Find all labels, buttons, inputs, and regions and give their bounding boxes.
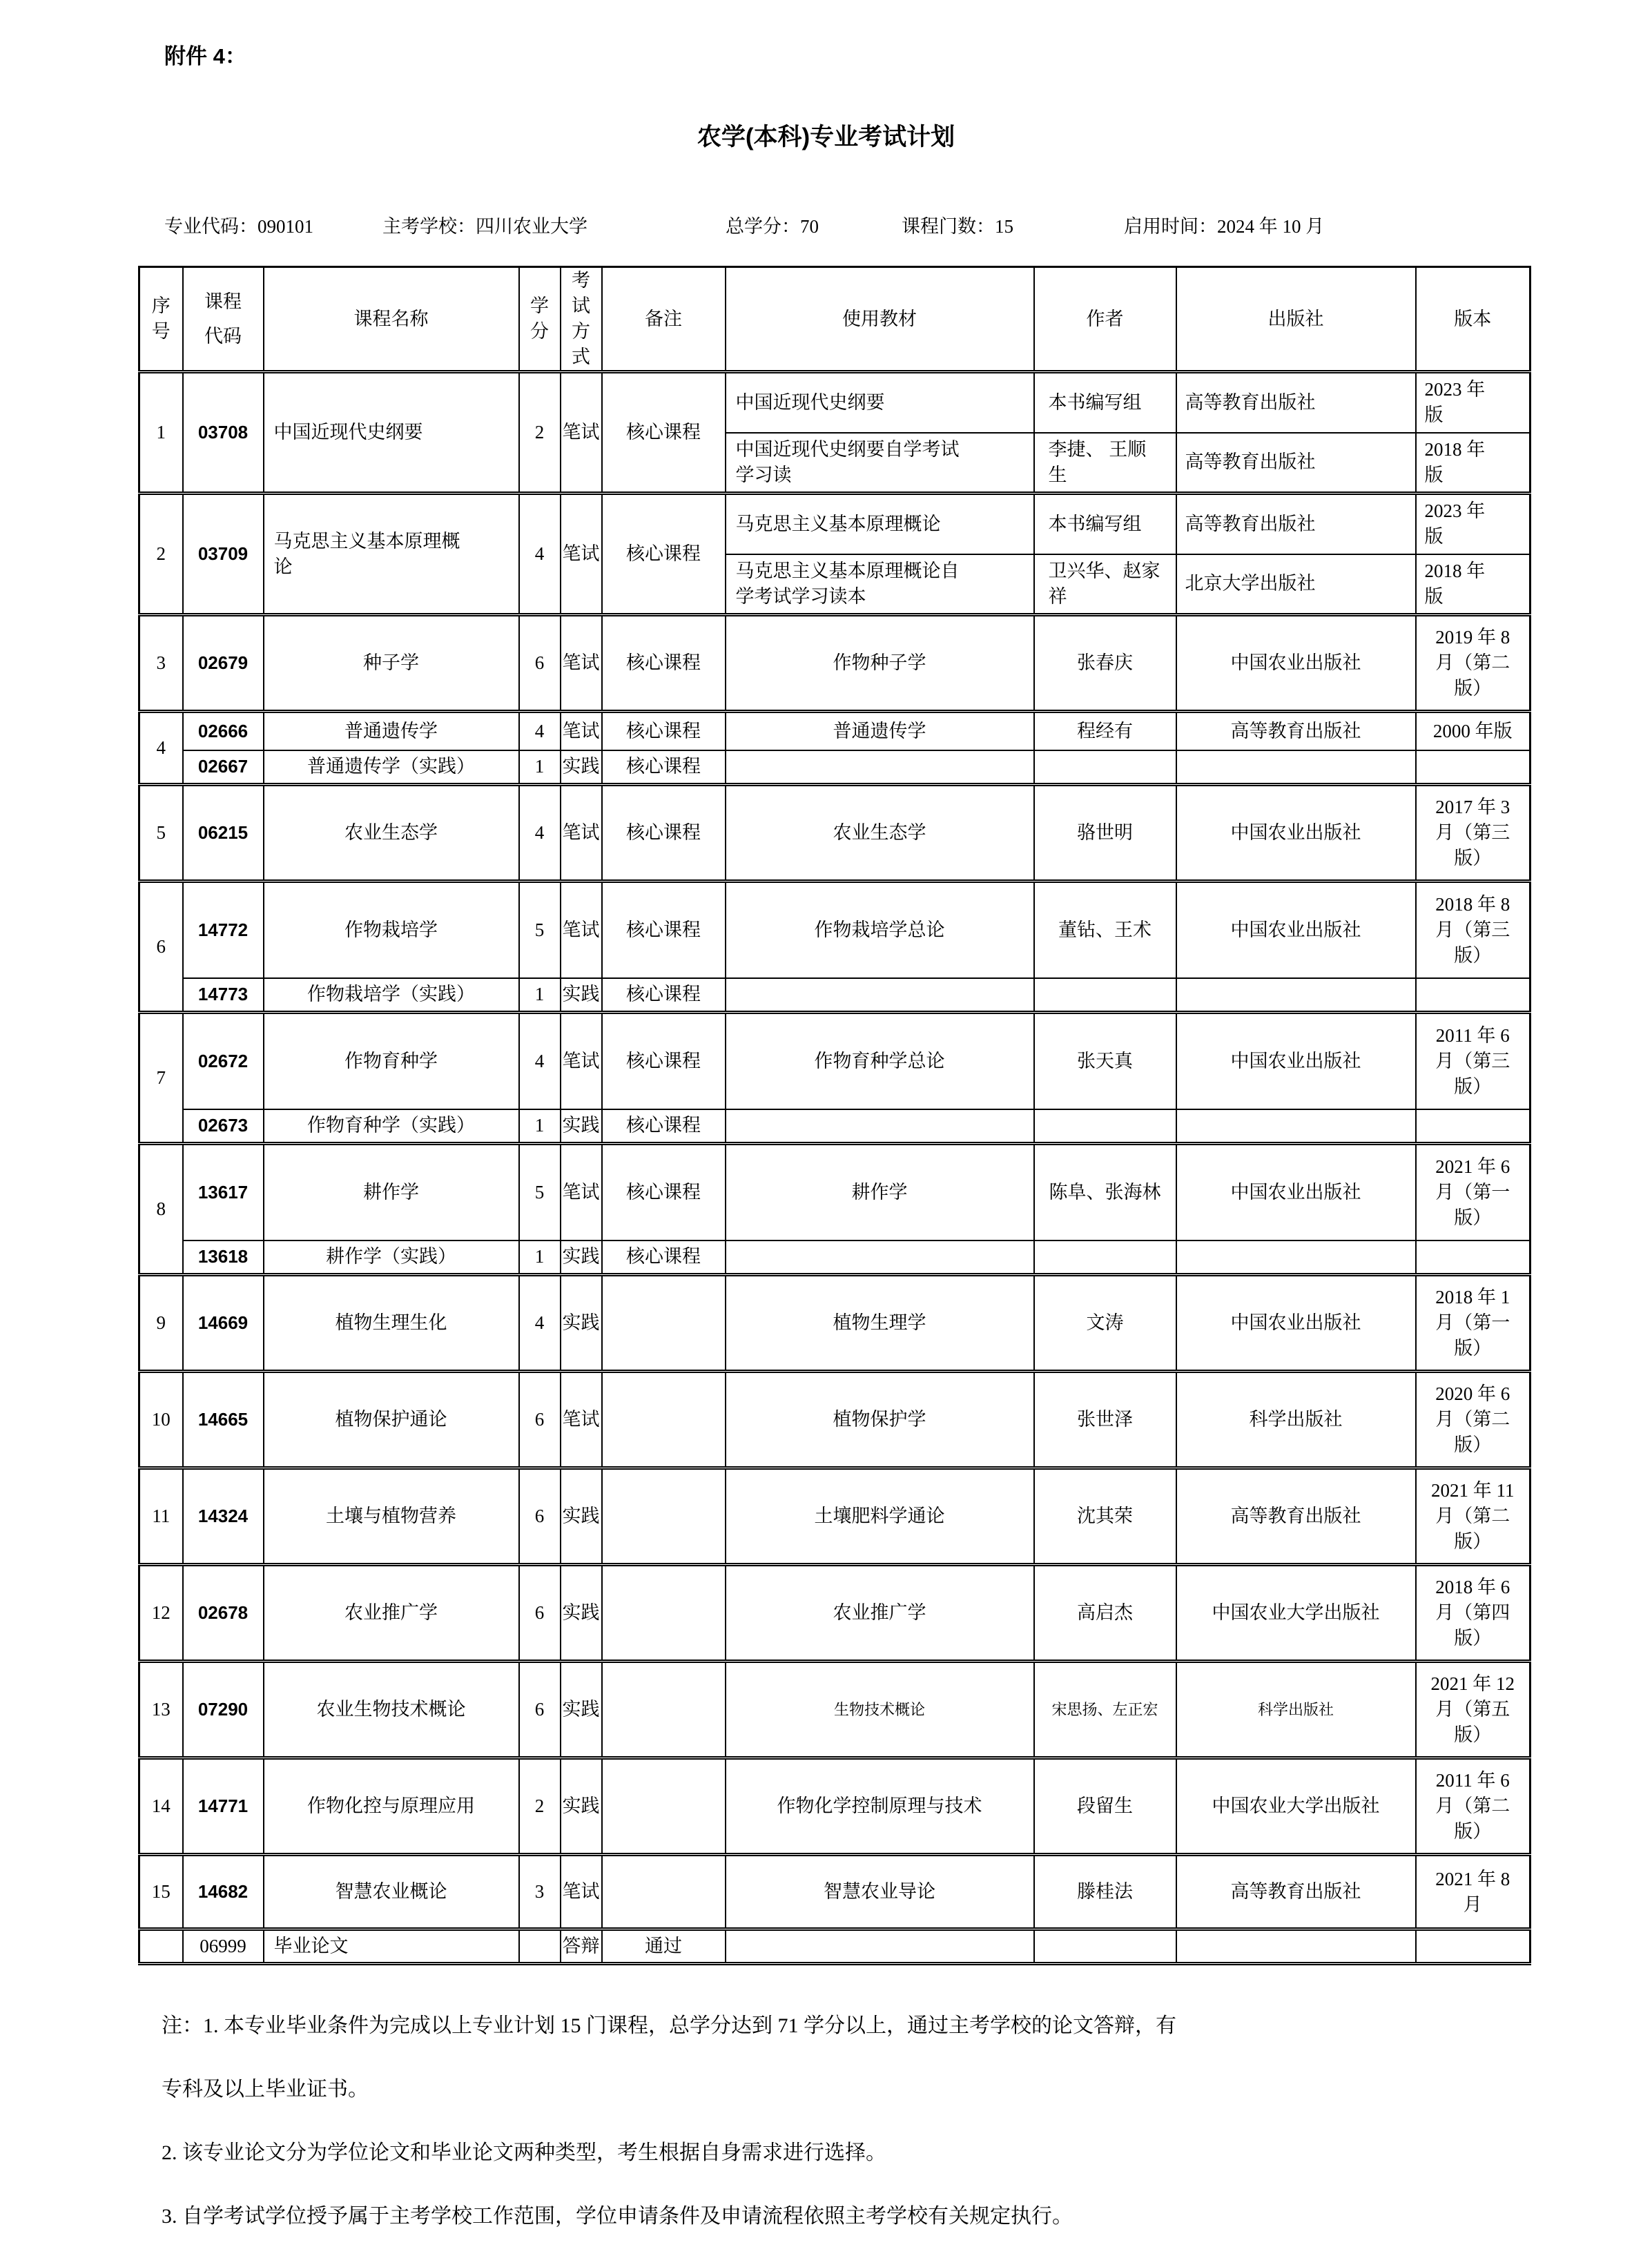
exam-mode-cell: 实践 xyxy=(561,978,602,1013)
publisher-cell xyxy=(1176,1109,1416,1144)
seq-cell: 13 xyxy=(139,1662,183,1758)
meta-item-4: 启用时间：2024 年 10 月 xyxy=(1124,216,1325,237)
note-cell: 核心课程 xyxy=(602,1240,726,1275)
credit-cell: 3 xyxy=(519,1855,561,1929)
author-cell: 陈阜、张海林 xyxy=(1034,1144,1176,1240)
textbook-cell: 普通遗传学 xyxy=(726,712,1034,750)
author-cell xyxy=(1034,1929,1176,1964)
note-cell: 核心课程 xyxy=(602,882,726,978)
course-name-cell: 植物生理生化 xyxy=(264,1275,519,1372)
credit-cell: 1 xyxy=(519,1109,561,1144)
note-cell: 核心课程 xyxy=(602,1109,726,1144)
table-row xyxy=(139,750,1530,785)
course-name-cell: 耕作学 xyxy=(264,1144,519,1240)
exam-mode-cell: 实践 xyxy=(561,1468,602,1565)
seq-cell: 5 xyxy=(139,785,183,882)
textbook-cell: 植物保护学 xyxy=(726,1372,1034,1468)
edition-cell: 2023 年版 xyxy=(1416,372,1530,433)
exam-mode-cell: 笔试 xyxy=(561,1144,602,1240)
note-cell: 核心课程 xyxy=(602,712,726,750)
publisher-cell: 高等教育出版社 xyxy=(1176,372,1416,433)
textbook-cell: 中国近现代史纲要自学考试学习读 xyxy=(726,433,1034,494)
publisher-cell: 科学出版社 xyxy=(1176,1662,1416,1758)
meta-item-3: 课程门数：15 xyxy=(902,216,1013,237)
exam-mode-cell: 实践 xyxy=(561,1758,602,1855)
credit-cell xyxy=(519,1929,561,1964)
course-name-cell: 中国近现代史纲要 xyxy=(264,372,519,494)
course-code-cell: 13617 xyxy=(183,1144,264,1240)
header-code: 课程 代码 xyxy=(183,267,264,372)
table-row xyxy=(139,712,1530,750)
course-code-cell: 02667 xyxy=(183,750,264,785)
textbook-cell: 生物技术概论 xyxy=(726,1662,1034,1758)
table-row xyxy=(139,1144,1530,1240)
course-code-cell: 02678 xyxy=(183,1565,264,1662)
note-cell: 核心课程 xyxy=(602,1144,726,1240)
meta-item-0: 专业代码：090101 xyxy=(164,216,313,237)
seq-cell: 3 xyxy=(139,615,183,712)
course-name-cell: 农业生物技术概论 xyxy=(264,1662,519,1758)
exam-mode-cell: 实践 xyxy=(561,1275,602,1372)
author-cell xyxy=(1034,750,1176,785)
edition-cell: 2018 年 8 月（第三版） xyxy=(1416,882,1530,978)
table-row xyxy=(139,1275,1530,1372)
publisher-cell: 中国农业出版社 xyxy=(1176,615,1416,712)
author-cell: 李捷、 王顺生 xyxy=(1034,433,1176,494)
author-cell: 骆世明 xyxy=(1034,785,1176,882)
header-seq: 序 号 xyxy=(139,267,183,372)
note-cell: 核心课程 xyxy=(602,785,726,882)
seq-cell xyxy=(139,1929,183,1964)
exam-mode-cell: 笔试 xyxy=(561,1855,602,1929)
exam-mode-cell: 笔试 xyxy=(561,1013,602,1109)
author-cell: 张世泽 xyxy=(1034,1372,1176,1468)
exam-mode-cell: 笔试 xyxy=(561,785,602,882)
credit-cell: 1 xyxy=(519,750,561,785)
credit-cell: 4 xyxy=(519,1275,561,1372)
author-cell: 沈其荣 xyxy=(1034,1468,1176,1565)
edition-cell: 2018 年 1 月（第一版） xyxy=(1416,1275,1530,1372)
seq-cell: 6 xyxy=(139,882,183,1013)
textbook-cell: 中国近现代史纲要 xyxy=(726,372,1034,433)
course-name-cell: 作物育种学 xyxy=(264,1013,519,1109)
edition-cell: 2021 年 12 月（第五版） xyxy=(1416,1662,1530,1758)
textbook-cell: 农业推广学 xyxy=(726,1565,1034,1662)
textbook-cell: 作物种子学 xyxy=(726,615,1034,712)
credit-cell: 6 xyxy=(519,1662,561,1758)
publisher-cell xyxy=(1176,1929,1416,1964)
table-row xyxy=(139,1372,1530,1468)
textbook-cell: 作物栽培学总论 xyxy=(726,882,1034,978)
note-line-3: 2. 该专业论文分为学位论文和毕业论文两种类型，考生根据自身需求进行选择。 xyxy=(162,2141,886,2164)
author-cell: 宋思扬、左正宏 xyxy=(1034,1662,1176,1758)
seq-cell: 11 xyxy=(139,1468,183,1565)
note-cell: 核心课程 xyxy=(602,978,726,1013)
publisher-cell: 高等教育出版社 xyxy=(1176,1855,1416,1929)
table-row xyxy=(139,1013,1530,1109)
header-exam: 考试 方式 xyxy=(561,267,602,372)
seq-cell: 7 xyxy=(139,1013,183,1144)
meta-item-2: 总学分：70 xyxy=(726,216,819,237)
page-title: 农学(本科)专业考试计划 xyxy=(697,124,955,150)
course-name-cell: 农业推广学 xyxy=(264,1565,519,1662)
note-cell xyxy=(602,1758,726,1855)
edition-cell xyxy=(1416,1240,1530,1275)
publisher-cell xyxy=(1176,978,1416,1013)
table-row xyxy=(139,1662,1530,1758)
textbook-cell xyxy=(726,750,1034,785)
author-cell: 文涛 xyxy=(1034,1275,1176,1372)
course-code-cell: 14772 xyxy=(183,882,264,978)
note-cell: 核心课程 xyxy=(602,1013,726,1109)
header-author: 作者 xyxy=(1034,267,1176,372)
exam-mode-cell: 笔试 xyxy=(561,615,602,712)
note-cell xyxy=(602,1468,726,1565)
header-publisher: 出版社 xyxy=(1176,267,1416,372)
edition-cell: 2018 年版 xyxy=(1416,554,1530,615)
exam-mode-cell: 实践 xyxy=(561,1565,602,1662)
note-cell xyxy=(602,1372,726,1468)
meta-row xyxy=(164,215,1652,238)
author-cell: 董钻、王术 xyxy=(1034,882,1176,978)
course-name-cell: 作物育种学（实践） xyxy=(264,1109,519,1144)
textbook-cell: 马克思主义基本原理概论 xyxy=(726,494,1034,554)
edition-cell: 2011 年 6 月（第三版） xyxy=(1416,1013,1530,1109)
note-cell xyxy=(602,1855,726,1929)
exam-mode-cell: 笔试 xyxy=(561,1372,602,1468)
seq-cell: 8 xyxy=(139,1144,183,1275)
course-name-cell: 土壤与植物营养 xyxy=(264,1468,519,1565)
course-code-cell: 14665 xyxy=(183,1372,264,1468)
attachment-label: 附件 4： xyxy=(164,44,246,68)
table-row xyxy=(139,1468,1530,1565)
note-cell: 核心课程 xyxy=(602,615,726,712)
author-cell: 滕桂法 xyxy=(1034,1855,1176,1929)
edition-cell: 2017 年 3 月（第三版） xyxy=(1416,785,1530,882)
exam-mode-cell: 答辩 xyxy=(561,1929,602,1964)
meta-item-1: 主考学校：四川农业大学 xyxy=(382,216,587,237)
table-row xyxy=(139,1565,1530,1662)
seq-cell: 15 xyxy=(139,1855,183,1929)
edition-cell: 2021 年 6 月（第一版） xyxy=(1416,1144,1530,1240)
publisher-cell: 中国农业出版社 xyxy=(1176,785,1416,882)
note-cell: 核心课程 xyxy=(602,750,726,785)
course-code-cell: 14324 xyxy=(183,1468,264,1565)
author-cell xyxy=(1034,978,1176,1013)
course-code-cell: 02679 xyxy=(183,615,264,712)
note-line-1: 注：1. 本专业毕业条件为完成以上专业计划 15 门课程，总学分达到 71 学分以上，通过主考学校的论文答辩，有 xyxy=(162,2014,1176,2037)
note-cell xyxy=(602,1565,726,1662)
publisher-cell: 高等教育出版社 xyxy=(1176,433,1416,494)
course-code-cell: 13618 xyxy=(183,1240,264,1275)
note-cell: 核心课程 xyxy=(602,494,726,615)
credit-cell: 1 xyxy=(519,1240,561,1275)
credit-cell: 4 xyxy=(519,1013,561,1109)
table-row xyxy=(139,1929,1530,1964)
publisher-cell: 中国农业大学出版社 xyxy=(1176,1758,1416,1855)
textbook-cell: 耕作学 xyxy=(726,1144,1034,1240)
publisher-cell: 高等教育出版社 xyxy=(1176,494,1416,554)
table-row xyxy=(139,882,1530,978)
publisher-cell: 高等教育出版社 xyxy=(1176,712,1416,750)
credit-cell: 1 xyxy=(519,978,561,1013)
author-cell xyxy=(1034,1240,1176,1275)
publisher-cell: 中国农业大学出版社 xyxy=(1176,1565,1416,1662)
seq-cell: 14 xyxy=(139,1758,183,1855)
edition-cell: 2021 年 8 月 xyxy=(1416,1855,1530,1929)
author-cell: 张天真 xyxy=(1034,1013,1176,1109)
textbook-cell: 作物化学控制原理与技术 xyxy=(726,1758,1034,1855)
author-cell: 卫兴华、赵家祥 xyxy=(1034,554,1176,615)
publisher-cell: 科学出版社 xyxy=(1176,1372,1416,1468)
course-code-cell: 06999 xyxy=(183,1929,264,1964)
table-row xyxy=(139,494,1530,554)
exam-mode-cell: 实践 xyxy=(561,750,602,785)
edition-cell: 2019 年 8 月（第二版） xyxy=(1416,615,1530,712)
table-header xyxy=(139,267,1530,372)
table-row xyxy=(139,978,1530,1013)
credit-cell: 6 xyxy=(519,1468,561,1565)
publisher-cell: 中国农业出版社 xyxy=(1176,882,1416,978)
edition-cell xyxy=(1416,1109,1530,1144)
edition-cell: 2011 年 6 月（第二版） xyxy=(1416,1758,1530,1855)
credit-cell: 6 xyxy=(519,615,561,712)
course-name-cell: 作物栽培学 xyxy=(264,882,519,978)
course-code-cell: 14669 xyxy=(183,1275,264,1372)
seq-cell: 9 xyxy=(139,1275,183,1372)
exam-plan-table xyxy=(138,266,1531,1965)
textbook-cell xyxy=(726,1240,1034,1275)
seq-cell: 10 xyxy=(139,1372,183,1468)
publisher-cell xyxy=(1176,1240,1416,1275)
header-book: 使用教材 xyxy=(726,267,1034,372)
textbook-cell xyxy=(726,978,1034,1013)
course-code-cell: 14773 xyxy=(183,978,264,1013)
credit-cell: 4 xyxy=(519,712,561,750)
course-code-cell: 14771 xyxy=(183,1758,264,1855)
note-line-2: 专科及以上毕业证书。 xyxy=(162,2078,369,2101)
course-name-cell: 普通遗传学 xyxy=(264,712,519,750)
course-code-cell: 02673 xyxy=(183,1109,264,1144)
table-row xyxy=(139,372,1530,433)
author-cell: 段留生 xyxy=(1034,1758,1176,1855)
edition-cell: 2021 年 11 月（第二版） xyxy=(1416,1468,1530,1565)
table-body xyxy=(139,372,1530,1964)
course-name-cell: 作物栽培学（实践） xyxy=(264,978,519,1013)
edition-cell: 2020 年 6 月（第二版） xyxy=(1416,1372,1530,1468)
credit-cell: 5 xyxy=(519,1144,561,1240)
exam-mode-cell: 实践 xyxy=(561,1240,602,1275)
edition-cell: 2023 年版 xyxy=(1416,494,1530,554)
seq-cell: 2 xyxy=(139,494,183,615)
textbook-cell xyxy=(726,1109,1034,1144)
exam-mode-cell: 实践 xyxy=(561,1662,602,1758)
course-name-cell: 耕作学（实践） xyxy=(264,1240,519,1275)
seq-cell: 12 xyxy=(139,1565,183,1662)
course-code-cell: 02666 xyxy=(183,712,264,750)
course-name-cell: 智慧农业概论 xyxy=(264,1855,519,1929)
publisher-cell: 中国农业出版社 xyxy=(1176,1144,1416,1240)
note-cell: 通过 xyxy=(602,1929,726,1964)
edition-cell: 2000 年版 xyxy=(1416,712,1530,750)
course-code-cell: 03708 xyxy=(183,372,264,494)
textbook-cell: 植物生理学 xyxy=(726,1275,1034,1372)
table-row xyxy=(139,785,1530,882)
table-row xyxy=(139,1855,1530,1929)
credit-cell: 4 xyxy=(519,785,561,882)
credit-cell: 2 xyxy=(519,372,561,494)
exam-mode-cell: 实践 xyxy=(561,1109,602,1144)
publisher-cell: 高等教育出版社 xyxy=(1176,1468,1416,1565)
header-edition: 版本 xyxy=(1416,267,1530,372)
course-name-cell: 农业生态学 xyxy=(264,785,519,882)
exam-mode-cell: 笔试 xyxy=(561,494,602,615)
header-credit: 学 分 xyxy=(519,267,561,372)
textbook-cell: 土壤肥料学通论 xyxy=(726,1468,1034,1565)
course-name-cell: 种子学 xyxy=(264,615,519,712)
note-cell xyxy=(602,1662,726,1758)
course-name-cell: 植物保护通论 xyxy=(264,1372,519,1468)
course-code-cell: 02672 xyxy=(183,1013,264,1109)
edition-cell xyxy=(1416,978,1530,1013)
publisher-cell: 中国农业出版社 xyxy=(1176,1013,1416,1109)
edition-cell: 2018 年 6 月（第四版） xyxy=(1416,1565,1530,1662)
exam-mode-cell: 笔试 xyxy=(561,712,602,750)
table-row xyxy=(139,1758,1530,1855)
author-cell: 本书编写组 xyxy=(1034,372,1176,433)
textbook-cell: 农业生态学 xyxy=(726,785,1034,882)
textbook-cell: 智慧农业导论 xyxy=(726,1855,1034,1929)
credit-cell: 6 xyxy=(519,1372,561,1468)
course-code-cell: 06215 xyxy=(183,785,264,882)
credit-cell: 4 xyxy=(519,494,561,615)
author-cell: 高启杰 xyxy=(1034,1565,1176,1662)
note-cell xyxy=(602,1275,726,1372)
edition-cell xyxy=(1416,750,1530,785)
author-cell: 张春庆 xyxy=(1034,615,1176,712)
publisher-cell: 中国农业出版社 xyxy=(1176,1275,1416,1372)
header-name: 课程名称 xyxy=(264,267,519,372)
author-cell: 程经有 xyxy=(1034,712,1176,750)
publisher-cell: 北京大学出版社 xyxy=(1176,554,1416,615)
textbook-cell: 作物育种学总论 xyxy=(726,1013,1034,1109)
edition-cell xyxy=(1416,1929,1530,1964)
seq-cell: 1 xyxy=(139,372,183,494)
course-name-cell: 普通遗传学（实践） xyxy=(264,750,519,785)
note-cell: 核心课程 xyxy=(602,372,726,494)
textbook-cell xyxy=(726,1929,1034,1964)
table-row xyxy=(139,615,1530,712)
credit-cell: 2 xyxy=(519,1758,561,1855)
course-code-cell: 14682 xyxy=(183,1855,264,1929)
course-code-cell: 07290 xyxy=(183,1662,264,1758)
edition-cell: 2018 年版 xyxy=(1416,433,1530,494)
author-cell xyxy=(1034,1109,1176,1144)
table-row xyxy=(139,1109,1530,1144)
table-row xyxy=(139,1240,1530,1275)
exam-mode-cell: 笔试 xyxy=(561,372,602,494)
credit-cell: 5 xyxy=(519,882,561,978)
course-name-cell: 毕业论文 xyxy=(264,1929,519,1964)
credit-cell: 6 xyxy=(519,1565,561,1662)
publisher-cell xyxy=(1176,750,1416,785)
header-note: 备注 xyxy=(602,267,726,372)
note-line-4: 3. 自学考试学位授予属于主考学校工作范围，学位申请条件及申请流程依照主考学校有关规定执行。 xyxy=(162,2205,1073,2228)
notes-section xyxy=(162,2011,1597,2231)
course-name-cell: 马克思主义基本原理概论 xyxy=(264,494,519,615)
course-name-cell: 作物化控与原理应用 xyxy=(264,1758,519,1855)
seq-cell: 4 xyxy=(139,712,183,785)
course-code-cell: 03709 xyxy=(183,494,264,615)
author-cell: 本书编写组 xyxy=(1034,494,1176,554)
textbook-cell: 马克思主义基本原理概论自学考试学习读本 xyxy=(726,554,1034,615)
exam-mode-cell: 笔试 xyxy=(561,882,602,978)
